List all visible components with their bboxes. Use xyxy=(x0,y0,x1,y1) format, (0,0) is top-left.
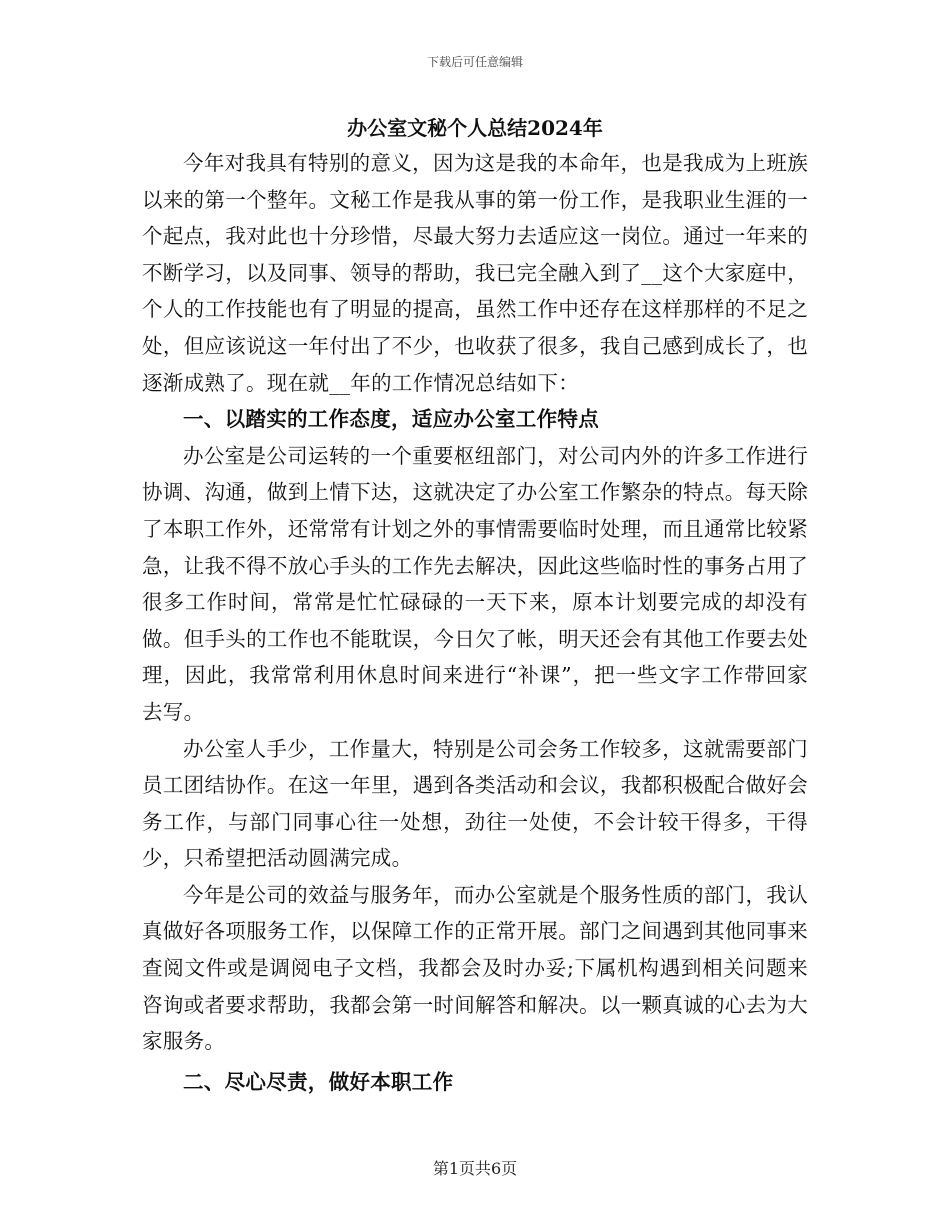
paragraph-service: 今年是公司的效益与服务年，而办公室就是个服务性质的部门，我认真做好各项服务工作，以保障工作的正常开展。部门之间遇到其他同事来查阅文件或是调阅电子文档，我都会及时办妥;下属机构遇到相关问题来咨询或者要求帮助，我都会第一时间解答和解决。以一颗真诚的心去为大家服务。 xyxy=(142,882,808,1054)
section-heading-1: 一、以踏实的工作态度，适应办公室工作特点 xyxy=(183,407,599,432)
paragraph-office-role: 办公室是公司运转的一个重要枢纽部门，对公司内外的许多工作进行协调、沟通，做到上情下达，这就决定了办公室工作繁杂的特点。每天除了本职工作外，还常常有计划之外的事情需要临时处理，而且通常比较紧急，让我不得不放心手头的工作先去解决，因此这些临时性的事务占用了很多工作时间，常常是忙忙碌碌的一天下来，原本计划要完成的却没有做。但手头的工作也不能耽误，今日欠了帐，明天还会有其他工作要去处理，因此，我常常利用休息时间来进行“补课”，把一些文字工作带回家去写。 xyxy=(142,443,808,724)
document-body xyxy=(142,145,808,1100)
document-title: 办公室文秘个人总结2024年 xyxy=(347,116,603,140)
page-header-note: 下载后可任意编辑 xyxy=(426,55,523,69)
paragraph-intro: 今年对我具有特别的意义，因为这是我的本命年，也是我成为上班族以来的第一个整年。文秘工作是我从事的第一份工作，是我职业生涯的一个起点，我对此也十分珍惜，尽最大努力去适应这一岗位。通过一年来的不断学习，以及同事、领导的帮助，我已完全融入到了__这个大家庭中，个人的工作技能也有了明显的提高，虽然工作中还存在这样那样的不足之处，但应该说这一年付出了不少，也收获了很多，我自己感到成长了，也逐渐成熟了。现在就__年的工作情况总结如下： xyxy=(142,151,808,395)
page-number: 第1页共6页 xyxy=(432,1159,518,1178)
section-heading-2: 二、尽心尽责，做好本职工作 xyxy=(183,1069,454,1094)
paragraph-teamwork: 办公室人手少，工作量大，特别是公司会务工作较多，这就需要部门员工团结协作。在这一年里，遇到各类活动和会议，我都积极配合做好会务工作，与部门同事心往一处想，劲往一处使，不会计较干得多，干得少，只希望把活动圆满完成。 xyxy=(142,736,808,871)
